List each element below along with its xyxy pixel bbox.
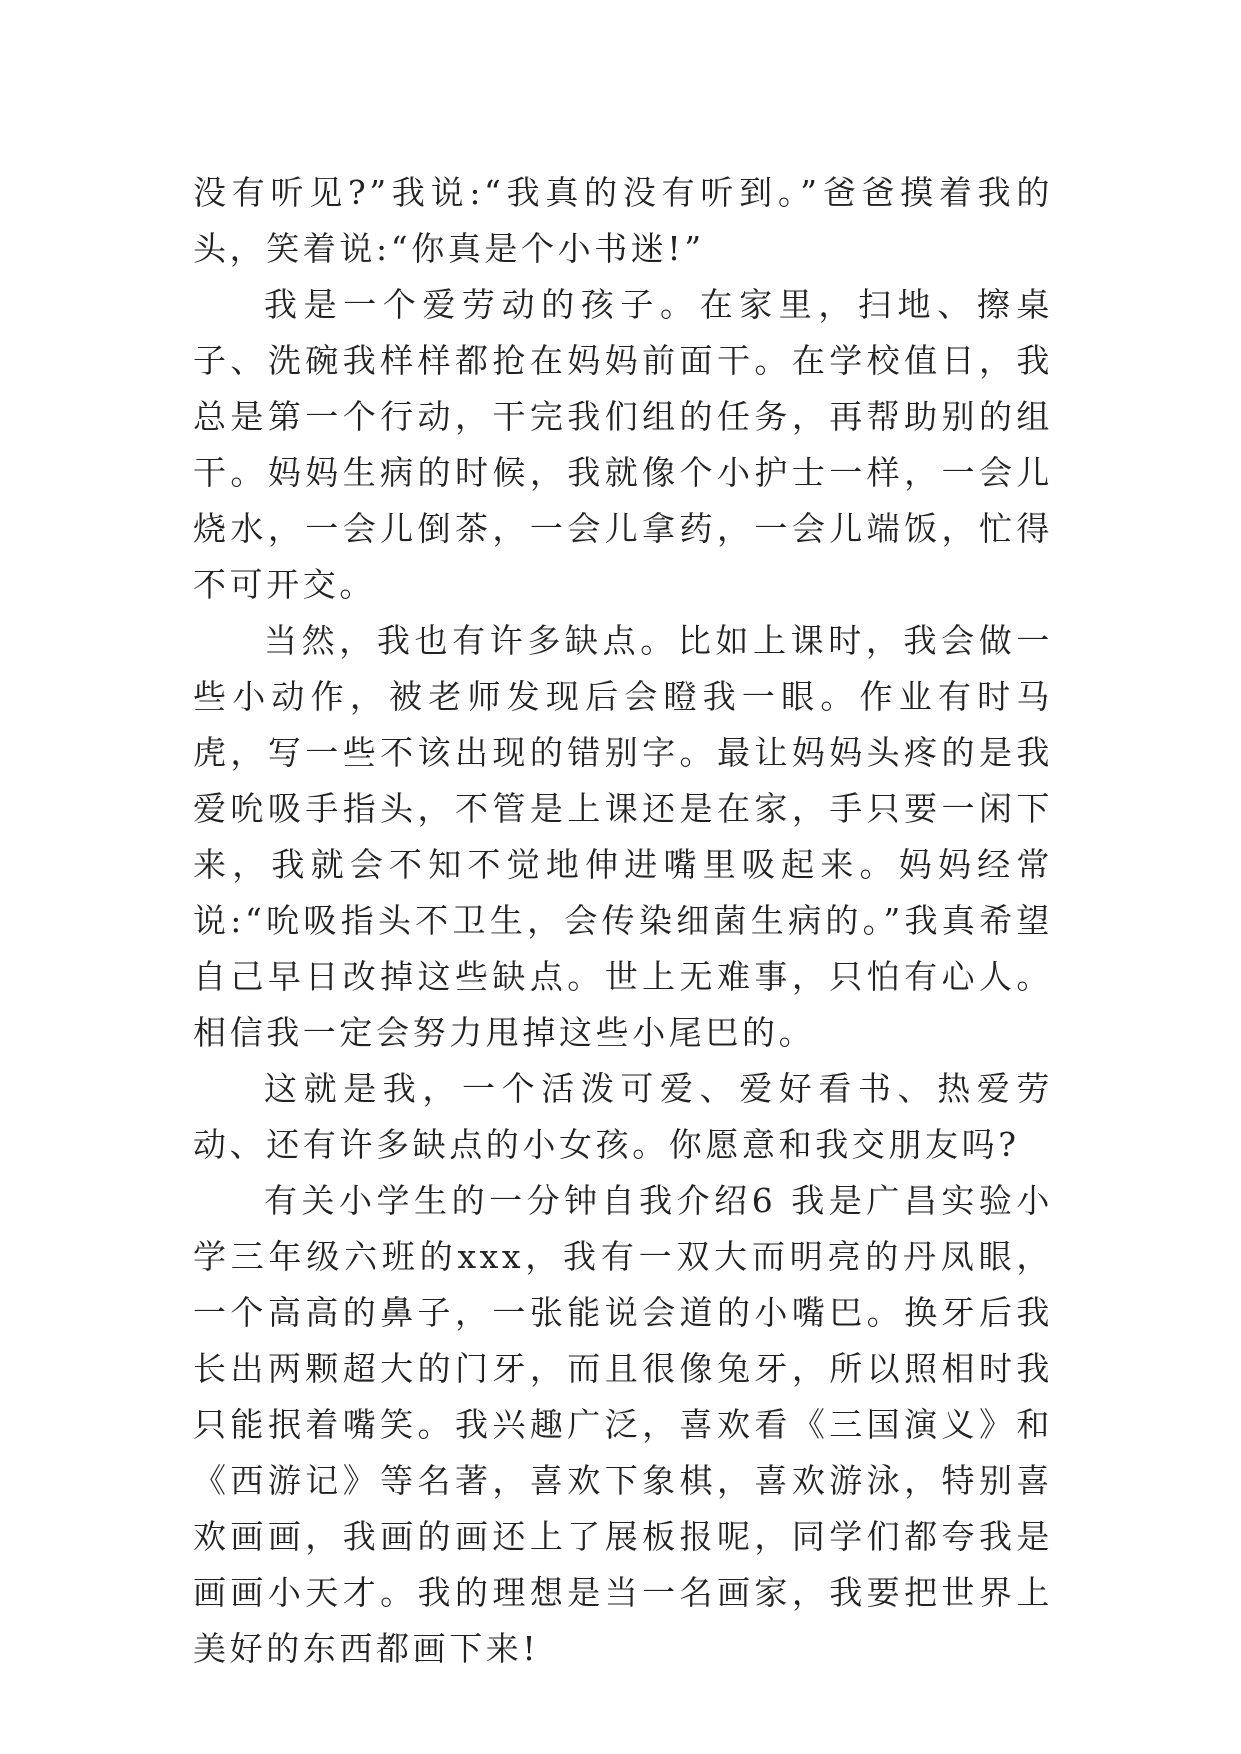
paragraph-4: 这就是我，一个活泼可爱、爱好看书、热爱劳动、还有许多缺点的小女孩。你愿意和我交朋友吗?	[193, 1069, 1053, 1164]
paragraph-3: 当然，我也有许多缺点。比如上课时，我会做一些小动作，被老师发现后会瞪我一眼。作业有时马虎，写一些不该出现的错别字。最让妈妈头疼的是我爱吮吸手指头，不管是上课还是在家，手只要一闲下来，我就会不知不觉地伸进嘴里吸起来。妈妈经常说:“吮吸指头不卫生，会传染细菌生病的。”我真希望自己早日改掉这些缺点。世上无难事，只怕有心人。相信我一定会努力甩掉这些小尾巴的。	[193, 621, 1053, 1052]
document-body	[193, 165, 1053, 1677]
paragraph-2: 我是一个爱劳动的孩子。在家里，扫地、擦桌子、洗碗我样样都抢在妈妈前面干。在学校值日，我总是第一个行动，干完我们组的任务，再帮助别的组干。妈妈生病的时候，我就像个小护士一样，一会儿烧水，一会儿倒茶，一会儿拿药，一会儿端饭，忙得不可开交。	[193, 285, 1053, 604]
paragraph-1: 没有听见?”我说:“我真的没有听到。”爸爸摸着我的头，笑着说:“你真是个小书迷!”	[193, 173, 1053, 268]
paragraph-5: 有关小学生的一分钟自我介绍6 我是广昌实验小学三年级六班的xxx，我有一双大而明亮的丹凤眼，一个高高的鼻子，一张能说会道的小嘴巴。换牙后我长出两颗超大的门牙，而且很像兔牙，所以照相时我只能抿着嘴笑。我兴趣广泛，喜欢看《三国演义》和《西游记》等名著，喜欢下象棋，喜欢游泳，特别喜欢画画，我画的画还上了展板报呢，同学们都夸我是画画小天才。我的理想是当一名画家，我要把世界上美好的东西都画下来!	[193, 1181, 1053, 1668]
